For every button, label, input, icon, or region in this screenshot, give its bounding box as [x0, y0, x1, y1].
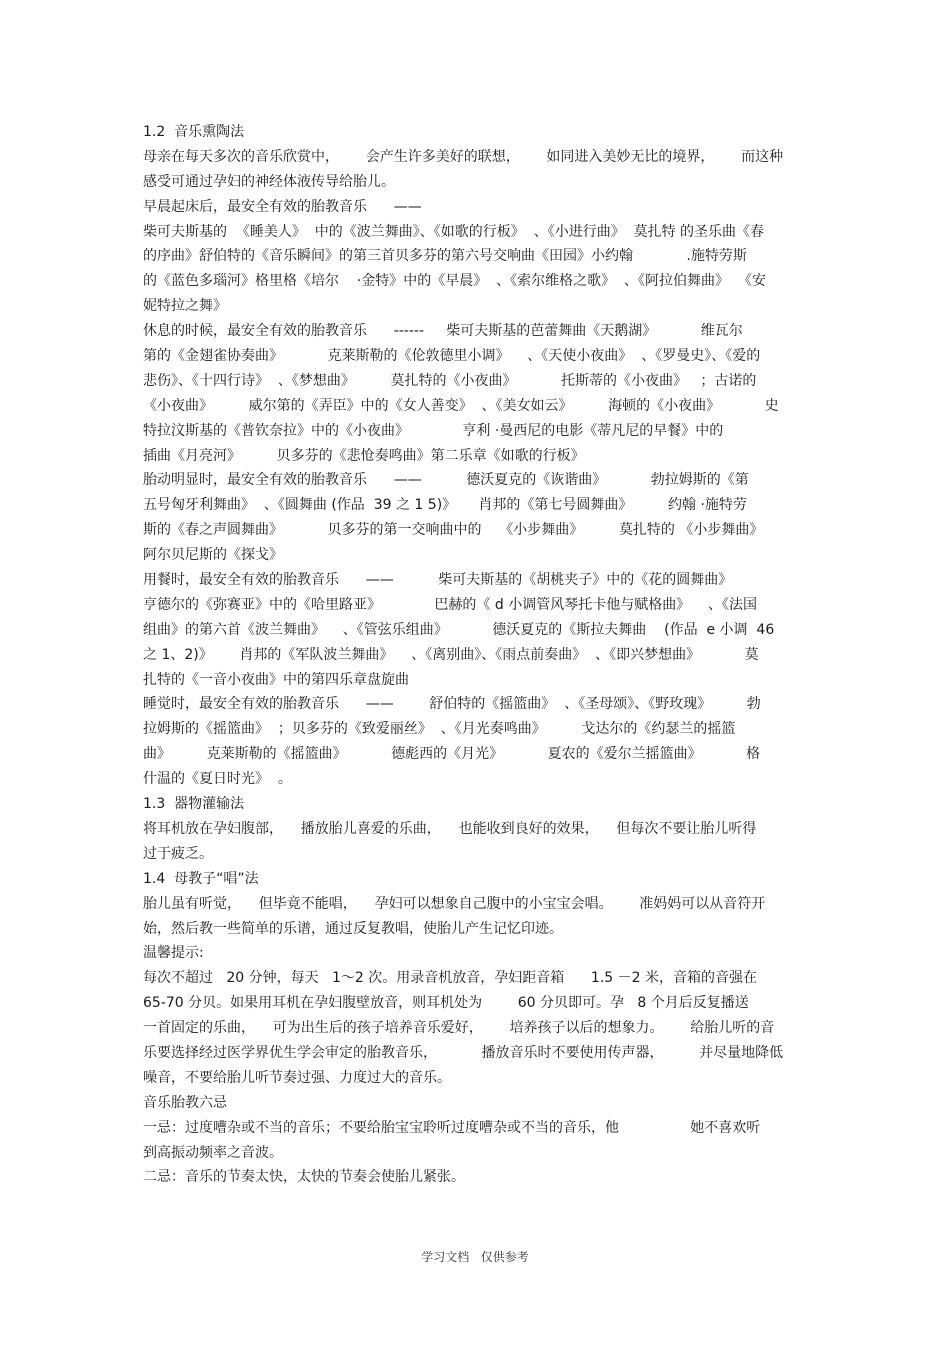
- text-line: 特拉汶斯基的《普钦奈拉》中的《小夜曲》 亨利 ·曼西尼的电影《蒂凡尼的早餐》中的: [143, 422, 724, 439]
- text-line: 到高振动频率之音波。: [143, 1144, 283, 1161]
- text-line: 之 1、2)》 肖邦的《军队波兰舞曲》 、《离别曲》、《雨点前奏曲》 、《即兴梦想曲》 莫: [143, 646, 759, 663]
- text-line: 用餐时，最安全有效的胎教音乐 —— 柴可夫斯基的《胡桃夹子》中的《花的圆舞曲》: [143, 572, 733, 589]
- text-line: 的序曲》舒伯特的《音乐瞬间》的第三首贝多芬的第六号交响曲《田园》小约翰 .施特劳斯: [143, 248, 747, 265]
- text-line: 1.4 母教子“唱”法: [143, 870, 259, 887]
- text-line: 将耳机放在孕妇腹部， 播放胎儿喜爱的乐曲， 也能收到良好的效果， 但每次不要让胎儿听得: [143, 820, 757, 837]
- text-line: 感受可通过孕妇的神经体液传导给胎儿。: [143, 173, 395, 190]
- text-line: 曲》 克莱斯勒的《摇篮曲》 德彪西的《月光》 夏农的《爱尔兰摇篮曲》 格: [143, 746, 761, 763]
- text-line: 母亲在每天多次的音乐欣赏中， 会产生许多美好的联想， 如同进入美妙无比的境界， 而这种: [143, 148, 784, 165]
- text-line: 1.2 音乐熏陶法: [143, 124, 245, 140]
- text-line: 的《蓝色多瑙河》格里格《培尔 ·金特》中的《早晨》 、《索尔维格之歌》 、《阿拉伯舞曲》 《安: [143, 273, 766, 290]
- text-line: 早晨起床后，最安全有效的胎教音乐 ——: [143, 198, 422, 215]
- text-line: 胎儿虽有听觉， 但毕竟不能唱， 孕妇可以想象自己腹中的小宝宝会唱。 准妈妈可以从音符开: [143, 895, 766, 912]
- text-line: 亨德尔的《弥赛亚》中的《哈里路亚》 巴赫的《 d 小调管风琴托卡他与赋格曲》 、《法国: [143, 596, 757, 613]
- text-line: 五号匈牙利舞曲》 、《圆舞曲 (作品 39 之 1 5)》 肖邦的《第七号圆舞曲》 约翰 ·施特劳: [143, 497, 747, 514]
- text-line: 始，然后教一些简单的乐谱，通过反复教唱，使胎儿产生记忆印迹。: [143, 920, 563, 937]
- text-line: 音乐胎教六忌: [143, 1094, 227, 1111]
- text-line: 温馨提示:: [143, 945, 204, 962]
- text-line: 阿尔贝尼斯的《探戈》: [143, 547, 283, 564]
- text-line: 每次不超过 20 分钟，每天 1～2 次。用录音机放音，孕妇距音箱 1.5 －2 米，音箱的音强在: [143, 970, 758, 987]
- text-line: 二忌：音乐的节奏太快，太快的节奏会使胎儿紧张。: [143, 1169, 465, 1186]
- text-line: 《小夜曲》 威尔第的《弄臣》中的《女人善变》 、《美女如云》 海顿的《小夜曲》 史: [143, 397, 779, 414]
- text-line: 65-70 分贝。如果用耳机在孕妇腹壁放音，则耳机处为 60 分贝即可。孕 8 个月后反复播送: [143, 995, 749, 1012]
- text-line: 悲伤》、《十四行诗》 、《梦想曲》 莫扎特的《小夜曲》 托斯蒂的《小夜曲》 ；古诺的: [143, 372, 757, 389]
- text-line: 妮特拉之舞》: [143, 298, 227, 315]
- text-line: 胎动明显时，最安全有效的胎教音乐 —— 德沃夏克的《诙谐曲》 勃拉姆斯的《第: [143, 472, 749, 489]
- text-line: 插曲《月亮河》 贝多芬的《悲怆奏鸣曲》第二乐章《如歌的行板》: [143, 447, 585, 464]
- text-line: 扎特的《一音小夜曲》中的第四乐章盘旋曲: [143, 671, 409, 688]
- text-line: 过于疲乏。: [143, 845, 213, 862]
- text-line: 1.3 器物灌输法: [143, 796, 245, 813]
- text-line: 休息的时候，最安全有效的胎教音乐 ------ 柴可夫斯基的芭蕾舞曲《天鹅湖》 维瓦尔: [143, 323, 743, 340]
- text-line: 斯的《春之声圆舞曲》 贝多芬的第一交响曲中的 《小步舞曲》 莫扎特的 《小步舞曲》: [143, 522, 764, 539]
- text-line: 第的《金翅雀协奏曲》 克莱斯勒的《伦敦德里小调》 、《天使小夜曲》 、《罗曼史》、《爱的: [143, 348, 761, 365]
- text-line: 睡觉时，最安全有效的胎教音乐 —— 舒伯特的《摇篮曲》 、《圣母颂》、《野玫瑰》 勃: [143, 696, 761, 713]
- text-line: 一忌：过度嘈杂或不当的音乐；不要给胎宝宝聆听过度嘈杂或不当的音乐，他 她不喜欢听: [143, 1119, 761, 1136]
- text-line: 组曲》的第六首《波兰舞曲》 、《管弦乐组曲》 德沃夏克的《斯拉夫舞曲 (作品 e 小调 46: [143, 621, 775, 638]
- text-line: 乐要选择经过医学界优生学会审定的胎教音乐， 播放音乐时不要使用传声器， 并尽量地降低: [143, 1044, 784, 1061]
- text-line: 柴可夫斯基的 《睡美人》 中的《波兰舞曲》、《如歌的行板》 、《小进行曲》 莫扎特 的圣乐曲《春: [143, 223, 765, 240]
- text-line: 噪音，不要给胎儿听节奏过强、力度过大的音乐。: [143, 1069, 451, 1086]
- text-line: 一首固定的乐曲， 可为出生后的孩子培养音乐爱好， 培养孩子以后的想象力。 给胎儿听的音: [143, 1020, 775, 1037]
- text-line: 拉姆斯的《摇篮曲》 ；贝多芬的《致爱丽丝》 、《月光奏鸣曲》 戈达尔的《约瑟兰的摇篮: [143, 721, 736, 738]
- document-body: [143, 120, 808, 1190]
- text-line: 什温的《夏日时光》 。: [143, 771, 292, 788]
- page-footer: 学习文档 仅供参考: [421, 1250, 529, 1264]
